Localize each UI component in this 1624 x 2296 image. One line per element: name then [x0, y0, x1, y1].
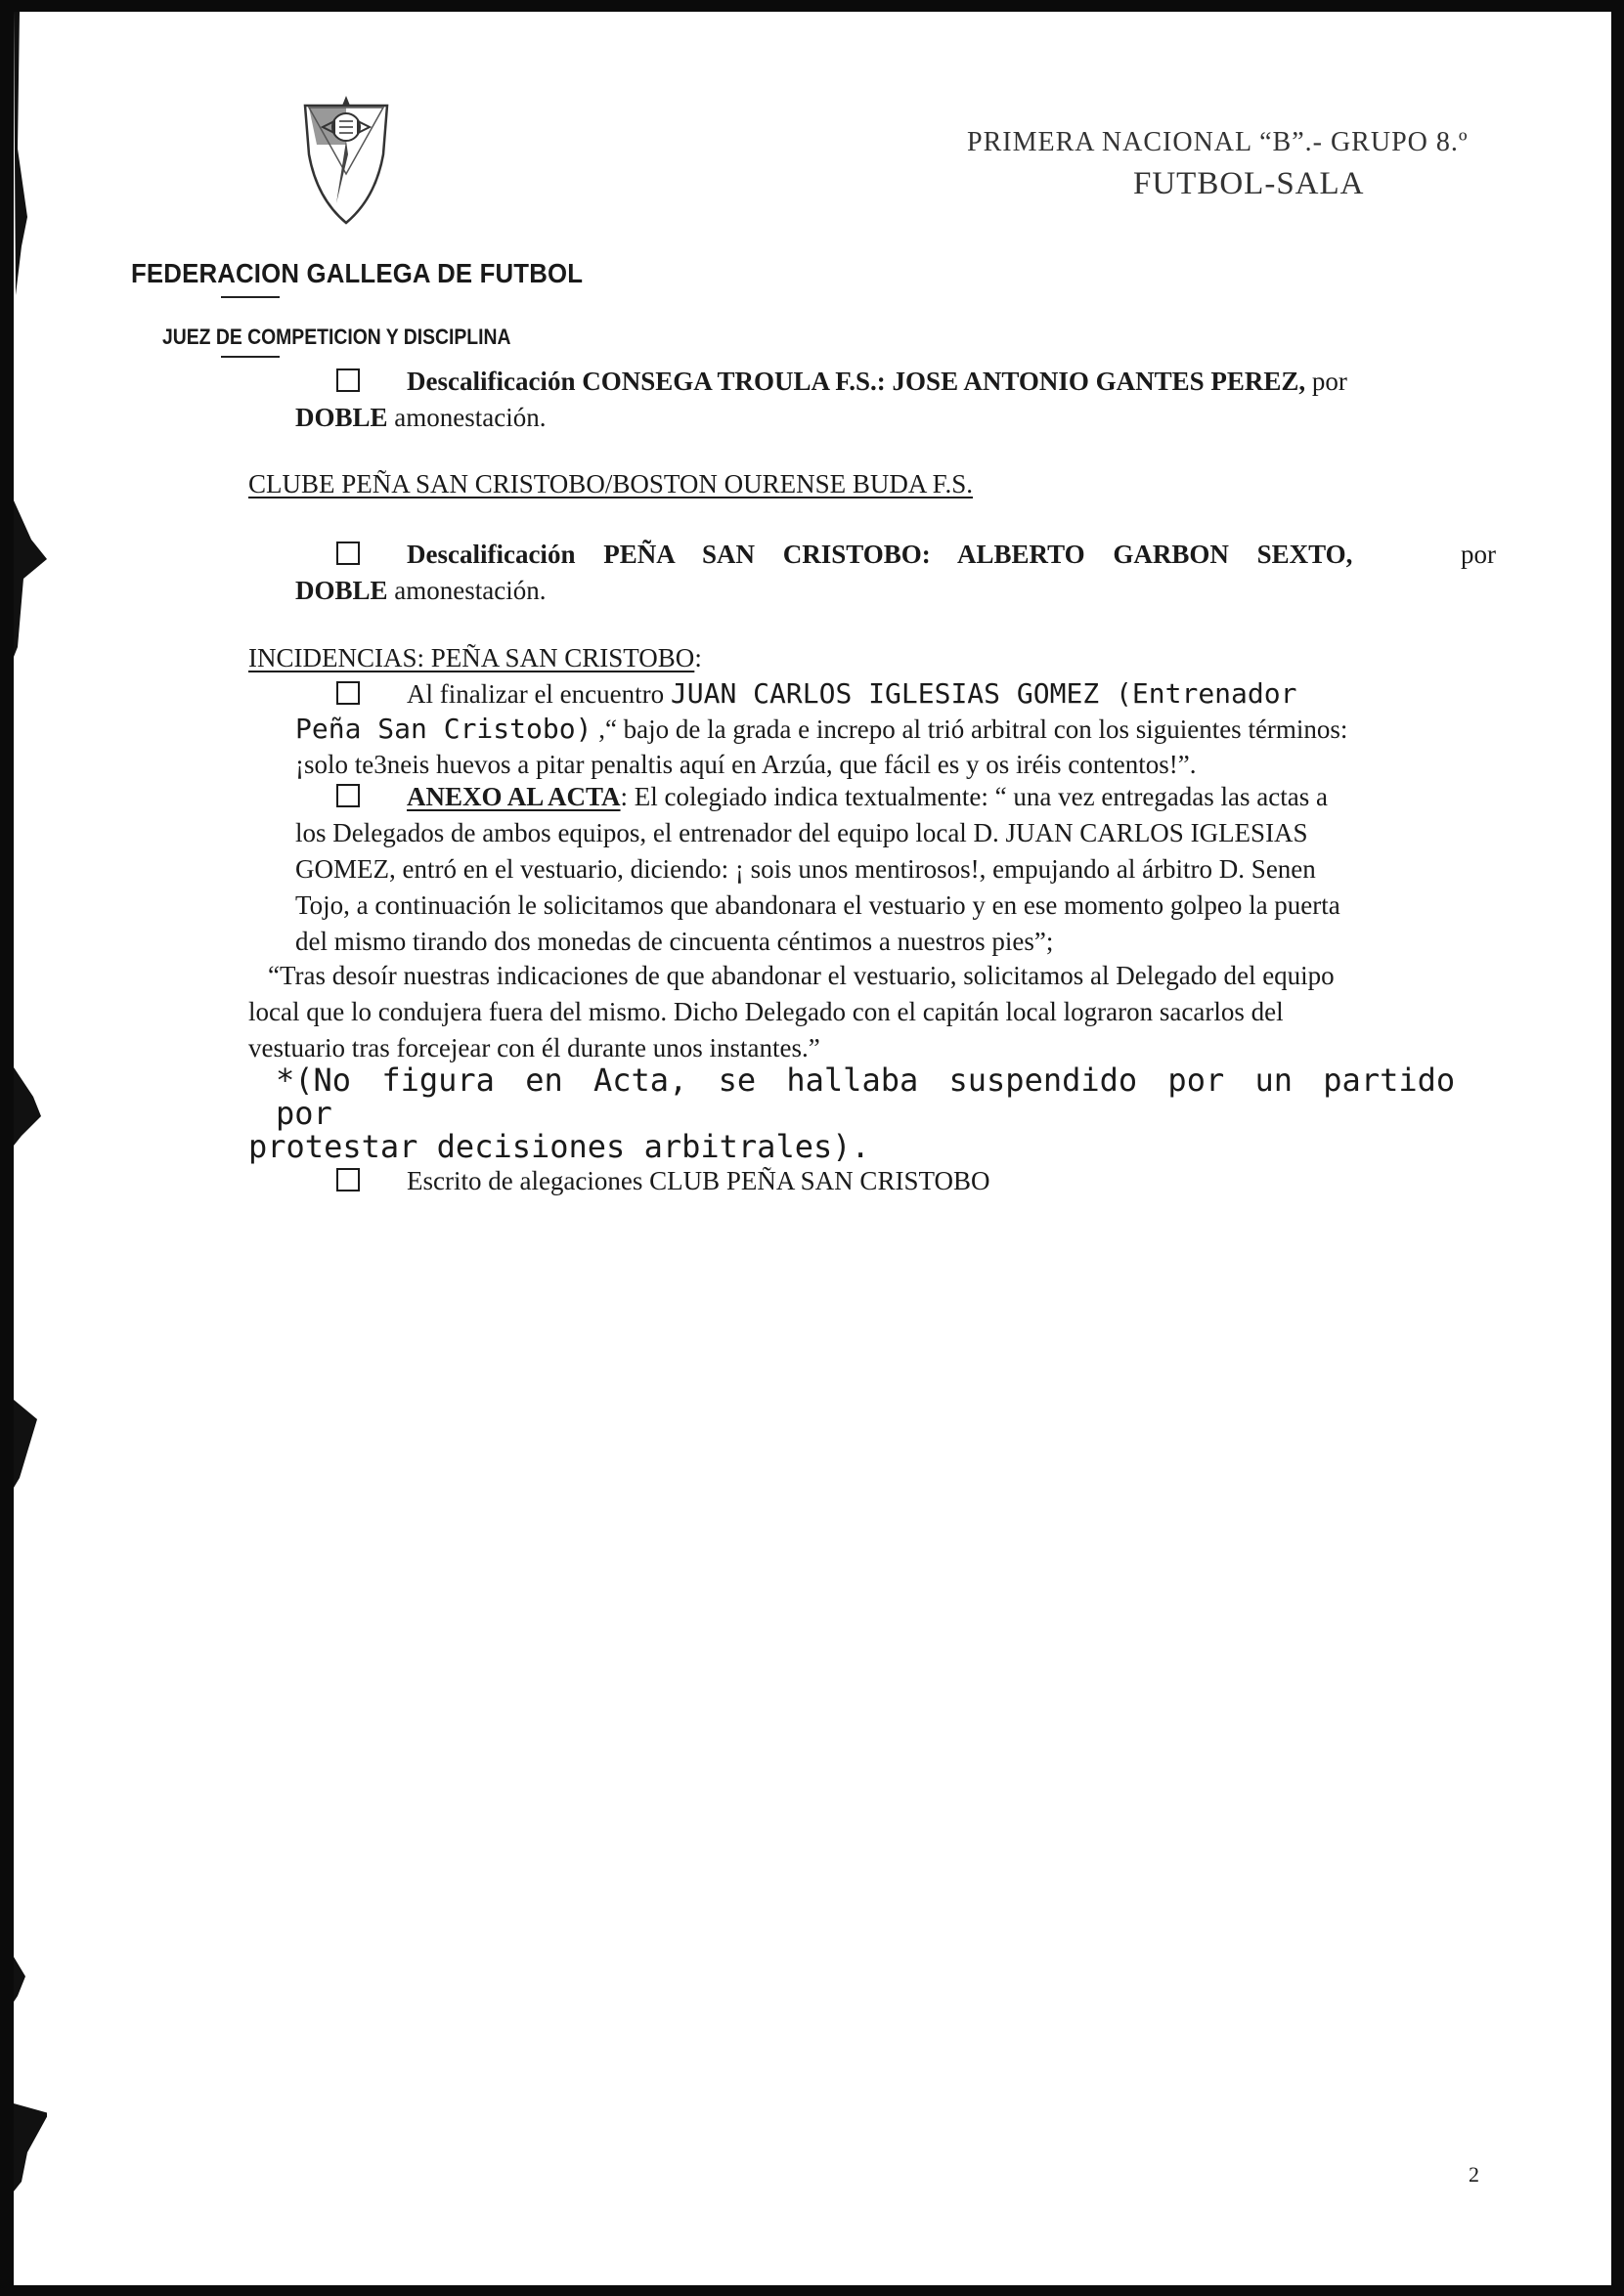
torn-edge [14, 12, 47, 2285]
match-heading: CLUBE PEÑA SAN CRISTOBO/BOSTON OURENSE BUDA F.S. [248, 469, 973, 498]
checkbox [336, 681, 360, 705]
page-number: 2 [1469, 2162, 1479, 2187]
federation-crest-logo [297, 86, 395, 233]
sport-title: FUTBOL-SALA [1133, 166, 1365, 201]
federation-name: FEDERACION GALLEGA DE FUTBOL [131, 258, 584, 288]
quote-paragraph: “Tras desoír nuestras indicaciones de que abandonar el vestuario, solicitamos al Delegado del equipo local que lo condujera fuera del mismo. Dicho Delegado con el capitán local lograron sacarlos del vestuario tras forcejear con él durante unos instantes.” [248, 961, 1335, 1062]
checkbox [336, 784, 360, 807]
divider [221, 296, 280, 298]
annex-item: ANEXO AL ACTA: El colegiado indica textualmente: “ una vez entregadas las actas a los Delegados de ambos equipos, el entrenador del equipo local D. JUAN CARLOS IGLESIAS GOMEZ, entró en el vestuario, diciendo: ¡ sois unos mentirosos!, empujando al árbitro D. Senen Tojo, a continuación le solicitamos que abandonara el vestuario y en ese momento golpeo la puerta del mismo tirando dos monedas de cincuenta céntimos a nuestros pies”; [295, 782, 1340, 956]
judge-title: JUEZ DE COMPETICION Y DISCIPLINA [162, 325, 511, 349]
document-page [14, 12, 1611, 2285]
divider [221, 356, 280, 358]
incidents-heading: INCIDENCIAS: PEÑA SAN CRISTOBO: [248, 643, 702, 672]
brief-item: Escrito de alegaciones CLUB PEÑA SAN CRISTOBO [336, 1163, 1412, 1199]
league-title: PRIMERA NACIONAL “B”.- GRUPO 8.º [967, 127, 1469, 157]
disqualification-item: Descalificación PEÑA SAN CRISTOBO: ALBERTO GARBON SEXTO, por DOBLE amonestación. [295, 540, 1496, 605]
incident-item: Al finalizar el encuentro JUAN CARLOS IGLESIAS GOMEZ (Entrenador Peña San Cristobo) ,“ bajo de la grada e increpo al trió arbitral con los siguientes términos: ¡solo te3neis huevos a pitar penaltis aquí en Arzúa, que fácil es y os iréis contentos!”. [295, 677, 1348, 779]
disqualification-item: Descalificación CONSEGA TROULA F.S.: JOSE ANTONIO GANTES PEREZ, por DOBLE amonestación. [295, 367, 1347, 432]
checkbox [336, 1168, 360, 1191]
note-paragraph: *(No figura en Acta, se hallaba suspendido por un partido por protestar decisiones arbitrales). [248, 1061, 1456, 1165]
checkbox [336, 368, 360, 392]
checkbox [336, 542, 360, 565]
